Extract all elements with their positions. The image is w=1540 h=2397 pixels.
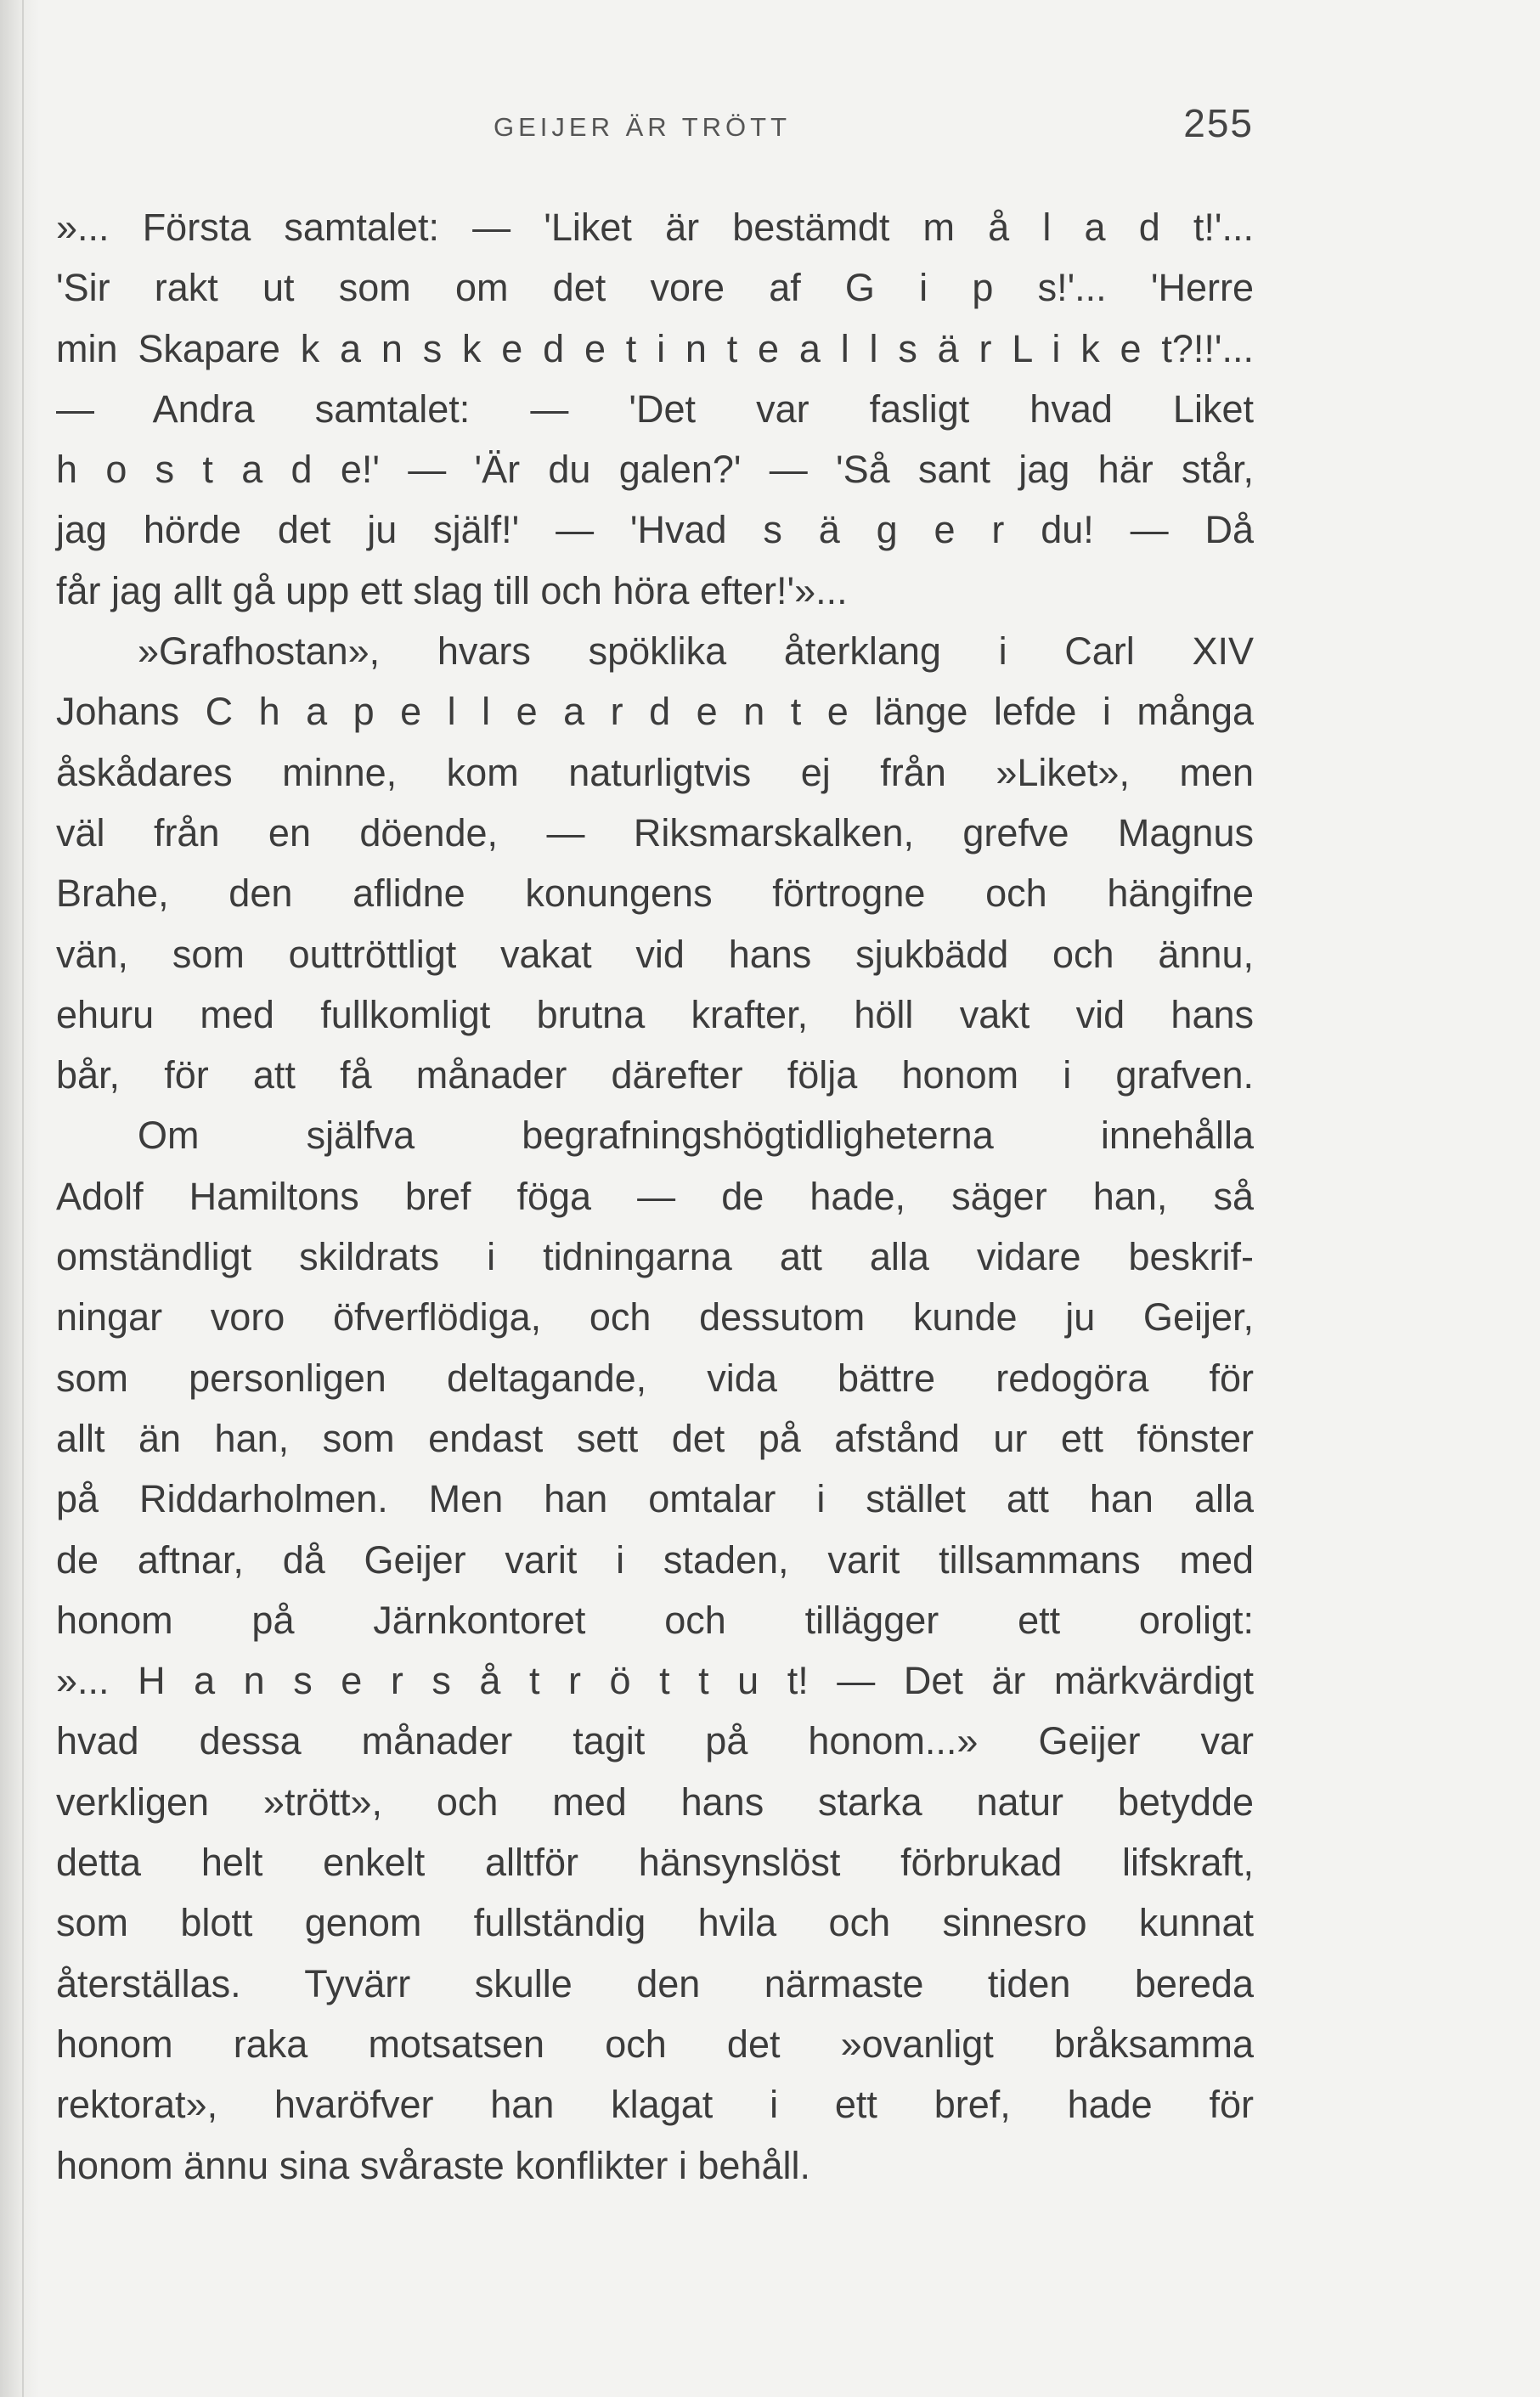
running-head: GEIJER ÄR TRÖTT bbox=[494, 112, 792, 142]
text-line-2: 'Sir rakt ut som om det vore af G i p s!'... 'Herre bbox=[56, 266, 1254, 310]
text-line-3: min Skapare k a n s k e d e t i n t e a l l s ä r L i k e t?!!'... bbox=[56, 326, 1254, 370]
text-line-28: detta helt enkelt alltför hänsynslöst förbrukad lifskraft, bbox=[56, 1841, 1254, 1885]
text-line-13: vän, som outtröttligt vakat vid hans sjukbädd och ännu, bbox=[56, 932, 1254, 976]
text-line-32: rektorat», hvaröfver han klagat i ett bref, hade för bbox=[56, 2083, 1254, 2127]
text-line-15: bår, för att få månader därefter följa honom i grafven. bbox=[56, 1053, 1254, 1097]
text-line-25: »... H a n s e r s å t r ö t t u t! — Det är märkvärdigt bbox=[56, 1659, 1254, 1703]
text-line-1: »... Första samtalet: — 'Liket är bestämdt m å l a d t!'... bbox=[56, 206, 1254, 249]
text-line-7: får jag allt gå upp ett slag till och höra efter!'»... bbox=[56, 568, 848, 612]
text-line-19: ningar voro öfverflödiga, och dessutom kunde ju Geijer, bbox=[56, 1295, 1254, 1340]
body-text bbox=[56, 197, 1254, 2196]
page-number: 255 bbox=[1183, 101, 1254, 145]
text-line-33: honom ännu sina svåraste konflikter i behåll. bbox=[56, 2143, 811, 2187]
text-line-16: Om själfva begrafningshögtidligheterna innehålla bbox=[138, 1114, 1254, 1158]
text-line-9: Johans C h a p e l l e a r d e n t e länge lefde i många bbox=[56, 690, 1254, 734]
text-line-10: åskådares minne, kom naturligtvis ej från »Liket», men bbox=[56, 750, 1254, 794]
text-line-27: verkligen »trött», och med hans starka natur betydde bbox=[56, 1779, 1254, 1824]
page-edge-line bbox=[22, 0, 24, 2397]
text-line-4: — Andra samtalet: — 'Det var fasligt hvad Liket bbox=[56, 386, 1254, 431]
text-line-30: återställas. Tyvärr skulle den närmaste tiden bereda bbox=[56, 1961, 1254, 2005]
text-line-22: på Riddarholmen. Men han omtalar i stället att han alla bbox=[56, 1477, 1254, 1521]
page-header bbox=[56, 100, 1254, 151]
text-line-8: »Grafhostan», hvars spöklika återklang i Carl XIV bbox=[138, 629, 1254, 674]
text-line-26: hvad dessa månader tagit på honom...» Geijer var bbox=[56, 1719, 1254, 1763]
text-line-29: som blott genom fullständig hvila och sinnesro kunnat bbox=[56, 1901, 1254, 1945]
text-line-6: jag hörde det ju själf!' — 'Hvad s ä g e r du! — Då bbox=[56, 508, 1254, 552]
text-line-12: Brahe, den aflidne konungens förtrogne och hängifne bbox=[56, 871, 1254, 916]
text-line-31: honom raka motsatsen och det »ovanligt bråksamma bbox=[56, 2022, 1254, 2066]
text-line-5: h o s t a d e!' — 'Är du galen?' — 'Så sant jag här står, bbox=[56, 448, 1254, 492]
text-line-20: som personligen deltagande, vida bättre redogöra för bbox=[56, 1356, 1254, 1400]
text-line-17: Adolf Hamiltons bref föga — de hade, säger han, så bbox=[56, 1174, 1254, 1218]
text-line-21: allt än han, som endast sett det på afstånd ur ett fönster bbox=[56, 1416, 1254, 1460]
text-line-14: ehuru med fullkomligt brutna krafter, höll vakt vid hans bbox=[56, 992, 1254, 1036]
text-line-18: omständligt skildrats i tidningarna att alla vidare beskrif- bbox=[56, 1235, 1254, 1279]
text-line-23: de aftnar, då Geijer varit i staden, varit tillsammans med bbox=[56, 1537, 1254, 1582]
text-line-11: väl från en döende, — Riksmarskalken, grefve Magnus bbox=[56, 810, 1254, 854]
page-edge-shadow bbox=[0, 0, 39, 2397]
text-line-24: honom på Järnkontoret och tillägger ett oroligt: bbox=[56, 1598, 1254, 1642]
